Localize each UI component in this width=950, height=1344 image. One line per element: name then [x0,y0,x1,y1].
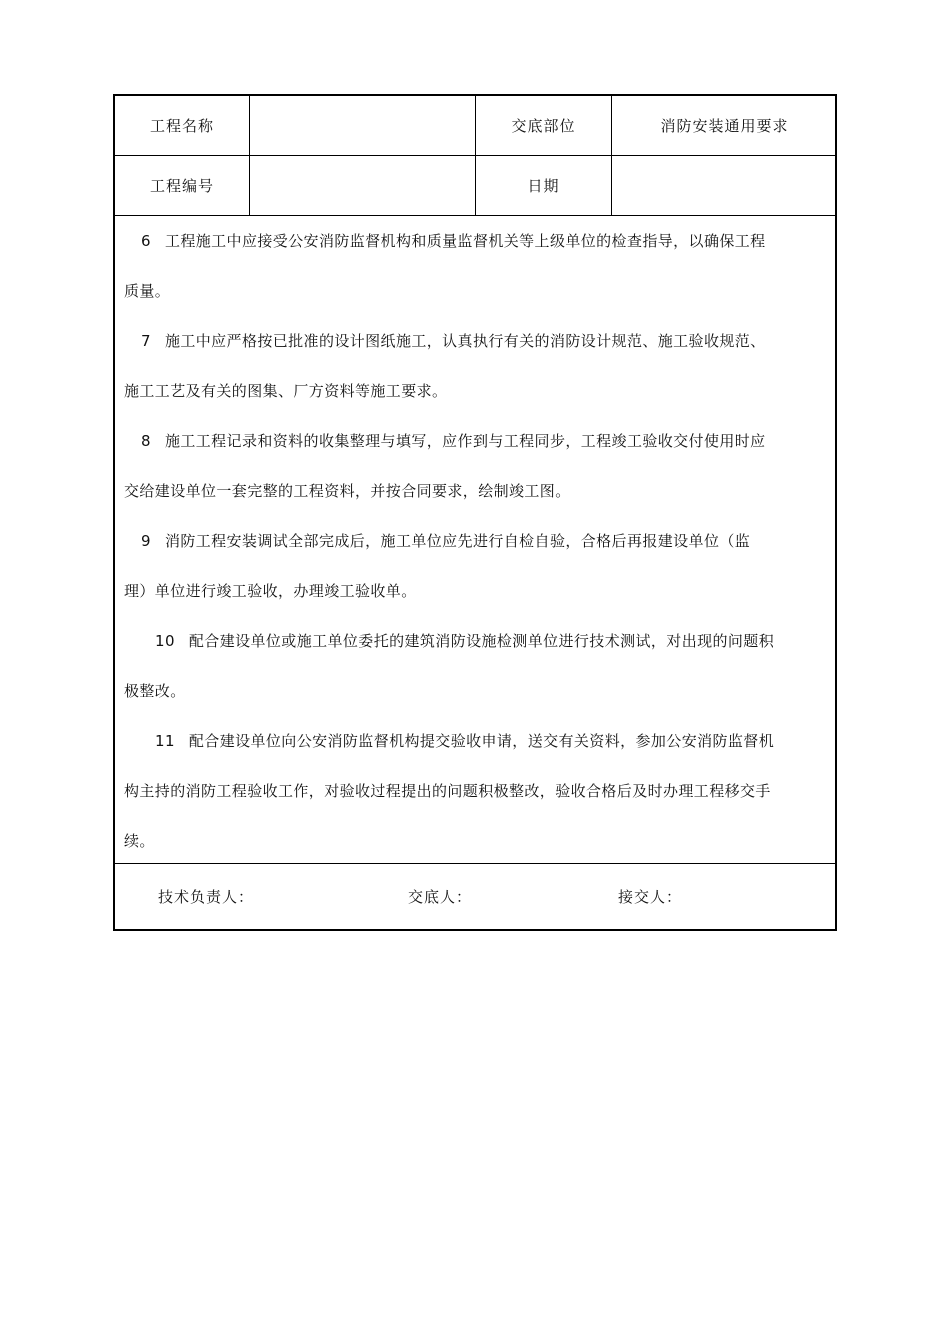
tech-lead-signature-label: 技术负责人： [158,888,255,906]
paragraph-text: 施工中应严格按已批准的设计图纸施工，认真执行有关的消防设计规范、施工验收规范、 [164,332,766,350]
paragraph-line: 交给建设单位一套完整的工程资料，并按合同要求，绘制竣工图。 [124,482,571,500]
paragraph-line [124,616,826,666]
disclosure-part-label: 交底部位 [476,96,612,155]
paragraph-number: 6 [141,232,151,250]
paragraph-line: 续。 [124,832,155,850]
header-row-2 [115,156,835,216]
paragraph-line: 极整改。 [124,682,186,700]
paragraph-11 [124,716,826,866]
paragraph-6 [124,216,826,316]
project-name-field[interactable] [250,96,476,155]
paragraph-number: 8 [141,432,151,450]
paragraph-line: 理）单位进行竣工验收，办理竣工验收单。 [124,582,417,600]
paragraph-9 [124,516,826,616]
paragraph-line [124,716,826,766]
paragraph-text: 配合建设单位或施工单位委托的建筑消防设施检测单位进行技术测试，对出现的问题积 [188,632,775,650]
receiver-signature-label: 接交人： [618,888,683,906]
project-no-label: 工程编号 [115,156,250,215]
paragraph-number: 10 [155,632,175,650]
disclosure-part-value: 消防安装通用要求 [660,117,789,135]
date-label: 日期 [476,156,612,215]
paragraph-number: 11 [155,732,175,750]
paragraph-number: 9 [141,532,151,550]
paragraph-text: 工程施工中应接受公安消防监督机构和质量监督机关等上级单位的检查指导，以确保工程 [164,232,766,250]
paragraph-8 [124,416,826,516]
paragraph-line [124,416,826,466]
signature-row [115,864,835,931]
paragraph-line: 质量。 [124,282,171,300]
paragraph-line [124,516,826,566]
paragraph-line: 构主持的消防工程验收工作，对验收过程提出的问题积极整改，验收合格后及时办理工程移交手 [124,782,771,800]
disclosure-form [113,94,837,931]
paragraph-line: 施工工艺及有关的图集、厂方资料等施工要求。 [124,382,448,400]
date-field[interactable] [612,156,837,215]
paragraph-7 [124,316,826,416]
paragraph-text: 消防工程安装调试全部完成后，施工单位应先进行自检自验，合格后再报建设单位（监 [164,532,751,550]
paragraph-line [124,216,826,266]
paragraph-text: 施工工程记录和资料的收集整理与填写，应作到与工程同步，工程竣工验收交付使用时应 [164,432,766,450]
discloser-signature-label: 交底人： [408,888,473,906]
paragraph-number: 7 [141,332,151,350]
header-row-1 [115,96,835,156]
project-no-field[interactable] [250,156,476,215]
paragraph-line [124,316,826,366]
paragraph-text: 配合建设单位向公安消防监督机构提交验收申请，送交有关资料，参加公安消防监督机 [188,732,775,750]
paragraph-10 [124,616,826,716]
project-name-label: 工程名称 [115,96,250,155]
content-area [115,216,835,864]
